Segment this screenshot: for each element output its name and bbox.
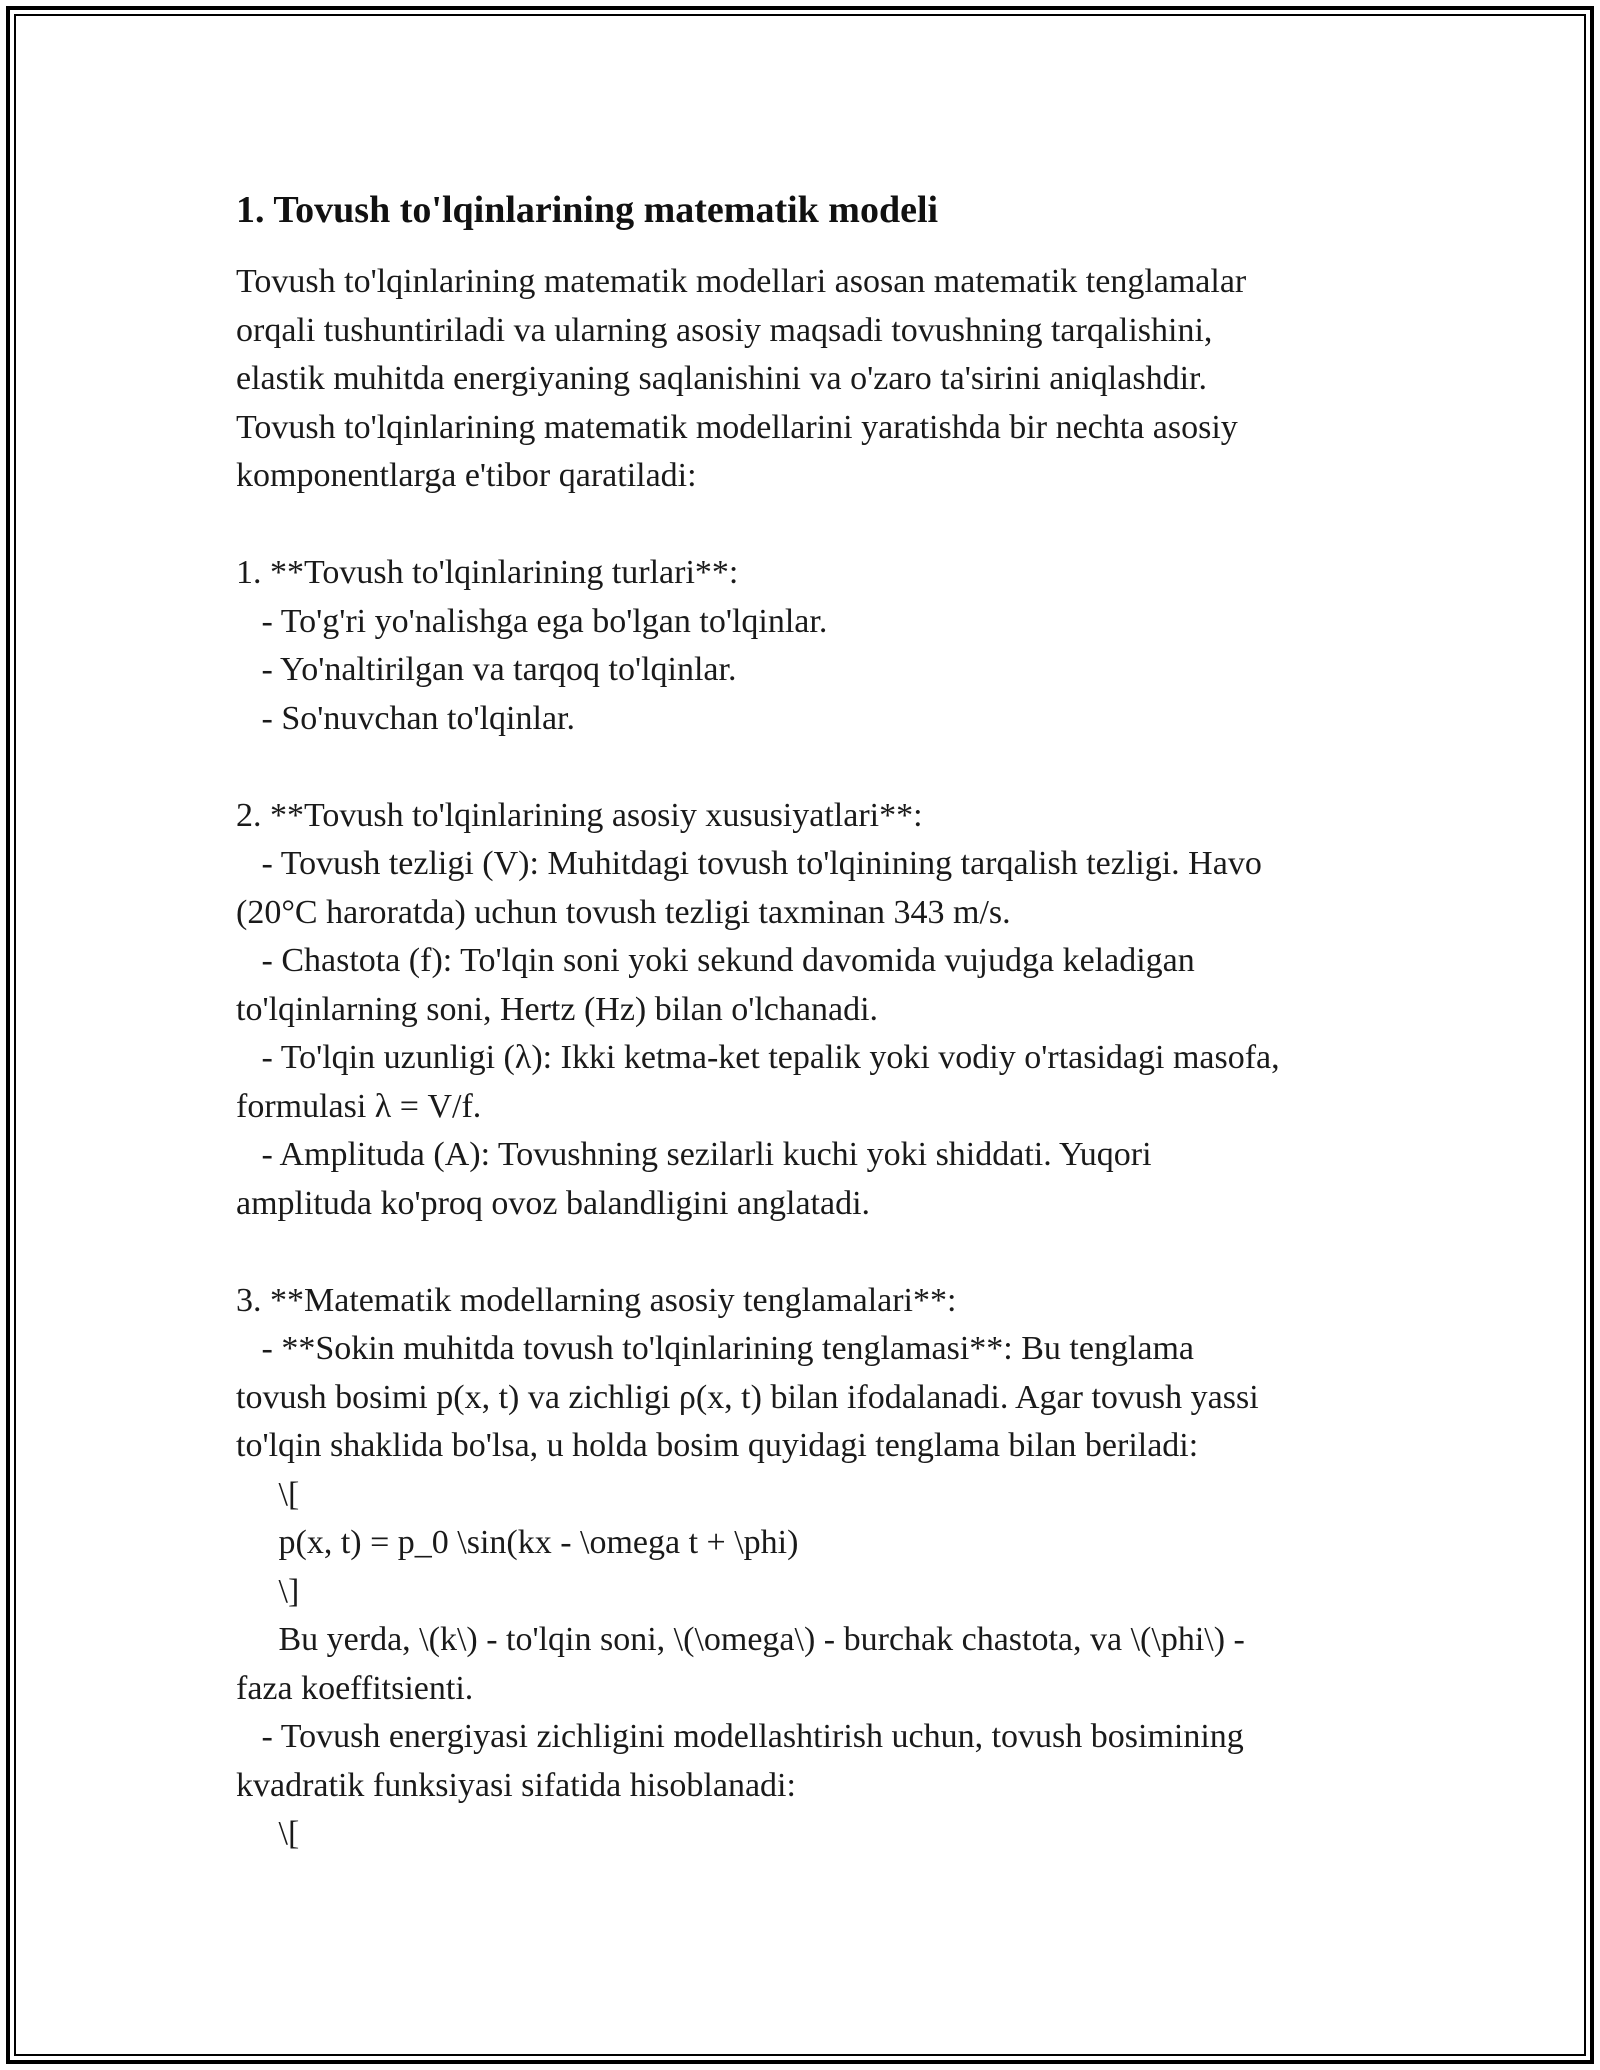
document-body: Tovush to'lqinlarining matematik modellari asosan matematik tenglamalar orqali tushuntiriladi va ularning asosiy maqsadi tovushning tarqalishini, elastik muhitda energiyaning saqlanishini va o'zaro ta'sirini aniqlashdir. Tovush to'lqinlarining matematik modellarini yaratishda bir nechta asosiy komponentlarga e'tibor qaratiladi: 1. **Tovush to'lqinlarining turlari**: - To'g'ri yo'nalishga ega bo'lgan to'lqinlar. - Yo'naltirilgan va tarqoq to'lqinlar. - So'nuvchan to'lqinlar. 2. **Tovush to'lqinlarining asosiy xususiyatlari**: - Tovush tezligi (V): Muhitdagi tovush to'lqinining tarqalish tezligi. Havo (20°C haroratda) uchun tovush tezligi taxminan 343 m/s. - Chastota (f): To'lqin soni yoki sekund davomida vujudga keladigan to'lqinlarning soni, Hertz (Hz) bilan o'lchanadi. - To'lqin uzunligi (λ): Ikki ketma-ket tepalik yoki vodiy o'rtasidagi masofa, formulasi λ = V/f. - Amplituda (A): Tovushning sezilarli kuchi yoki shiddati. Yuqori amplituda ko'proq ovoz balandligini anglatadi. 3. **Matematik modellarning asosiy tenglamalari**: - **Sokin muhitda tovush to'lqinlarining tenglamasi**: Bu tenglama tovush bosimi p(x, t) va zichligi ρ(x, t) bilan ifodalanadi. Agar tovush yassi to'lqin shaklida bo'lsa, u holda bosim quyidagi tenglama bilan beriladi: \[ p(x, t) = p_0 \sin(kx - \omega t + \phi) \] Bu yerda, \(k\) - to'lqin soni, \(\omega\) - burchak chastota, va \(\phi\) - faza koeffitsienti. - Tovush energiyasi zichligini modellashtirish uchun, tovush bosimining kvadratik funksiyasi sifatida hisoblanadi: \[: [236, 263, 1280, 1852]
document-content: [236, 186, 1386, 1859]
document-title: 1. Tovush to'lqinlarining matematik modeli: [236, 189, 939, 231]
